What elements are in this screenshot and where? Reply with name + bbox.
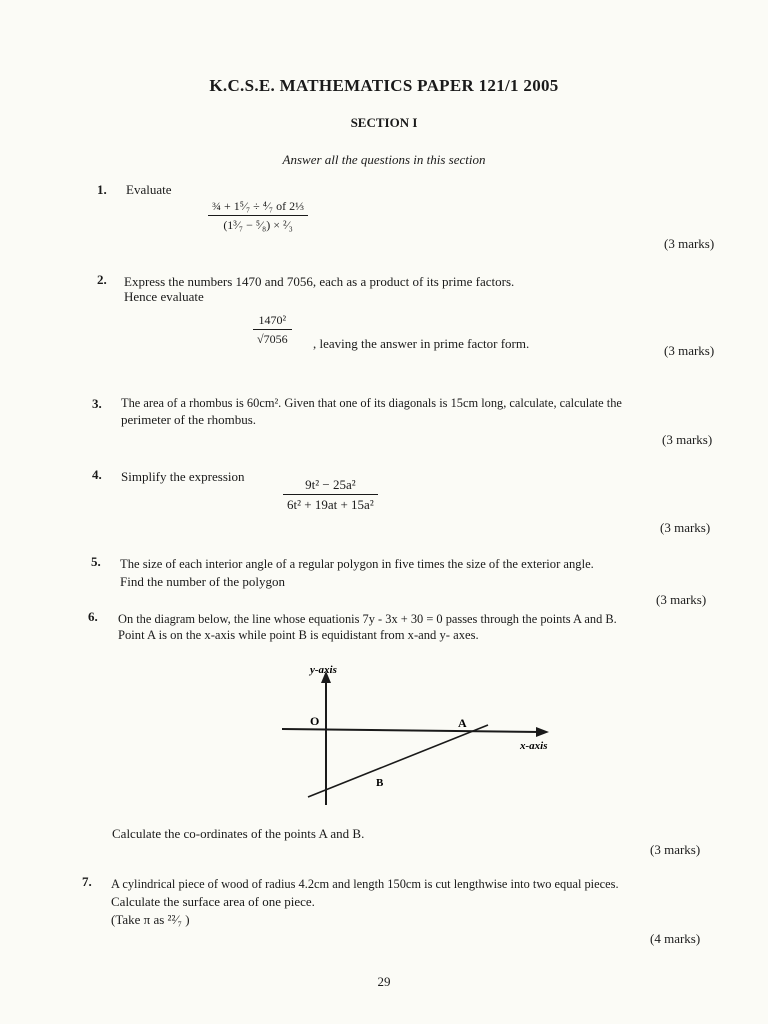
question-text-line-1: On the diagram below, the line whose equationis 7y - 3x + 30 = 0 passes through the points A and B. [118,612,617,626]
question-instruction: Calculate the co-ordinates of the points A and B. [112,826,365,841]
line-diagram [270,655,570,825]
question-text-line-2: Point A is on the x-axis while point B is equidistant from x-and y- axes. [118,628,479,642]
section-heading: SECTION I [350,115,418,130]
y-axis-label: y-axis [310,664,337,676]
point-b-label: B [376,777,384,789]
fraction-denominator: 6t² + 19at + 15a² [283,494,378,513]
question-number: 1. [97,182,107,197]
page-number: 29 [377,974,391,989]
question-text-line-2: Find the number of the polygon [120,574,286,589]
fraction-denominator: √7056 [253,329,292,347]
x-axis-line [282,729,540,732]
question-number: 5. [91,554,101,569]
question-number: 2. [97,272,107,287]
question-text-line-1: A cylindrical piece of wood of radius 4.2cm and length 150cm is cut lengthwise into two equal pieces. [111,877,619,891]
fraction-numerator: 9t² − 25a² [305,477,356,492]
line-ab [308,725,488,797]
question-text-line-1: Express the numbers 1470 and 7056, each as a product of its prime factors. [124,274,515,289]
question-text-line-2: perimeter of the rhombus. [121,412,257,427]
question-text: Simplify the expression [121,469,245,484]
origin-label: O [310,714,320,728]
question-suffix-text: , leaving the answer in prime factor form. [313,336,530,351]
instruction-text: Answer all the questions in this section [282,152,486,167]
question-text-line-2: Calculate the surface area of one piece. [111,894,315,909]
question-text-line-2: Hence evaluate [124,289,204,304]
question-text-line-3: (Take π as ²²⁄₇ ) [111,912,190,927]
question-text: Evaluate [126,182,172,197]
marks-label: (3 marks) [650,842,701,857]
point-a-label: A [458,716,467,730]
question-number: 3. [92,396,102,411]
marks-label: (3 marks) [656,592,707,607]
question-number: 4. [92,467,102,482]
marks-label: (3 marks) [662,432,713,447]
fraction-expression [283,477,378,513]
marks-label: (3 marks) [660,520,711,535]
x-axis-arrowhead [536,727,549,737]
question-number: 7. [82,874,92,889]
marks-label: (3 marks) [664,343,715,358]
fraction-numerator: 1470² [258,313,287,327]
question-number: 6. [88,609,98,624]
fraction-numerator: ¾ + 1⁵⁄₇ ÷ ⁴⁄₇ of 2⅓ [212,199,305,213]
fraction-expression [208,199,308,233]
question-text-line-1: The area of a rhombus is 60cm². Given that one of its diagonals is 15cm long, calculate, calculate the [121,396,622,410]
marks-label: (3 marks) [664,236,715,251]
question-text-line-1: The size of each interior angle of a regular polygon in five times the size of the exterior angle. [120,557,594,571]
marks-label: (4 marks) [650,931,701,946]
fraction-expression [253,313,292,347]
paper-title: K.C.S.E. MATHEMATICS PAPER 121/1 2005 [209,76,559,95]
x-axis-label: x-axis [520,740,548,752]
fraction-denominator: (1³⁄₇ − ⁵⁄₈) × ²⁄₃ [208,215,308,233]
